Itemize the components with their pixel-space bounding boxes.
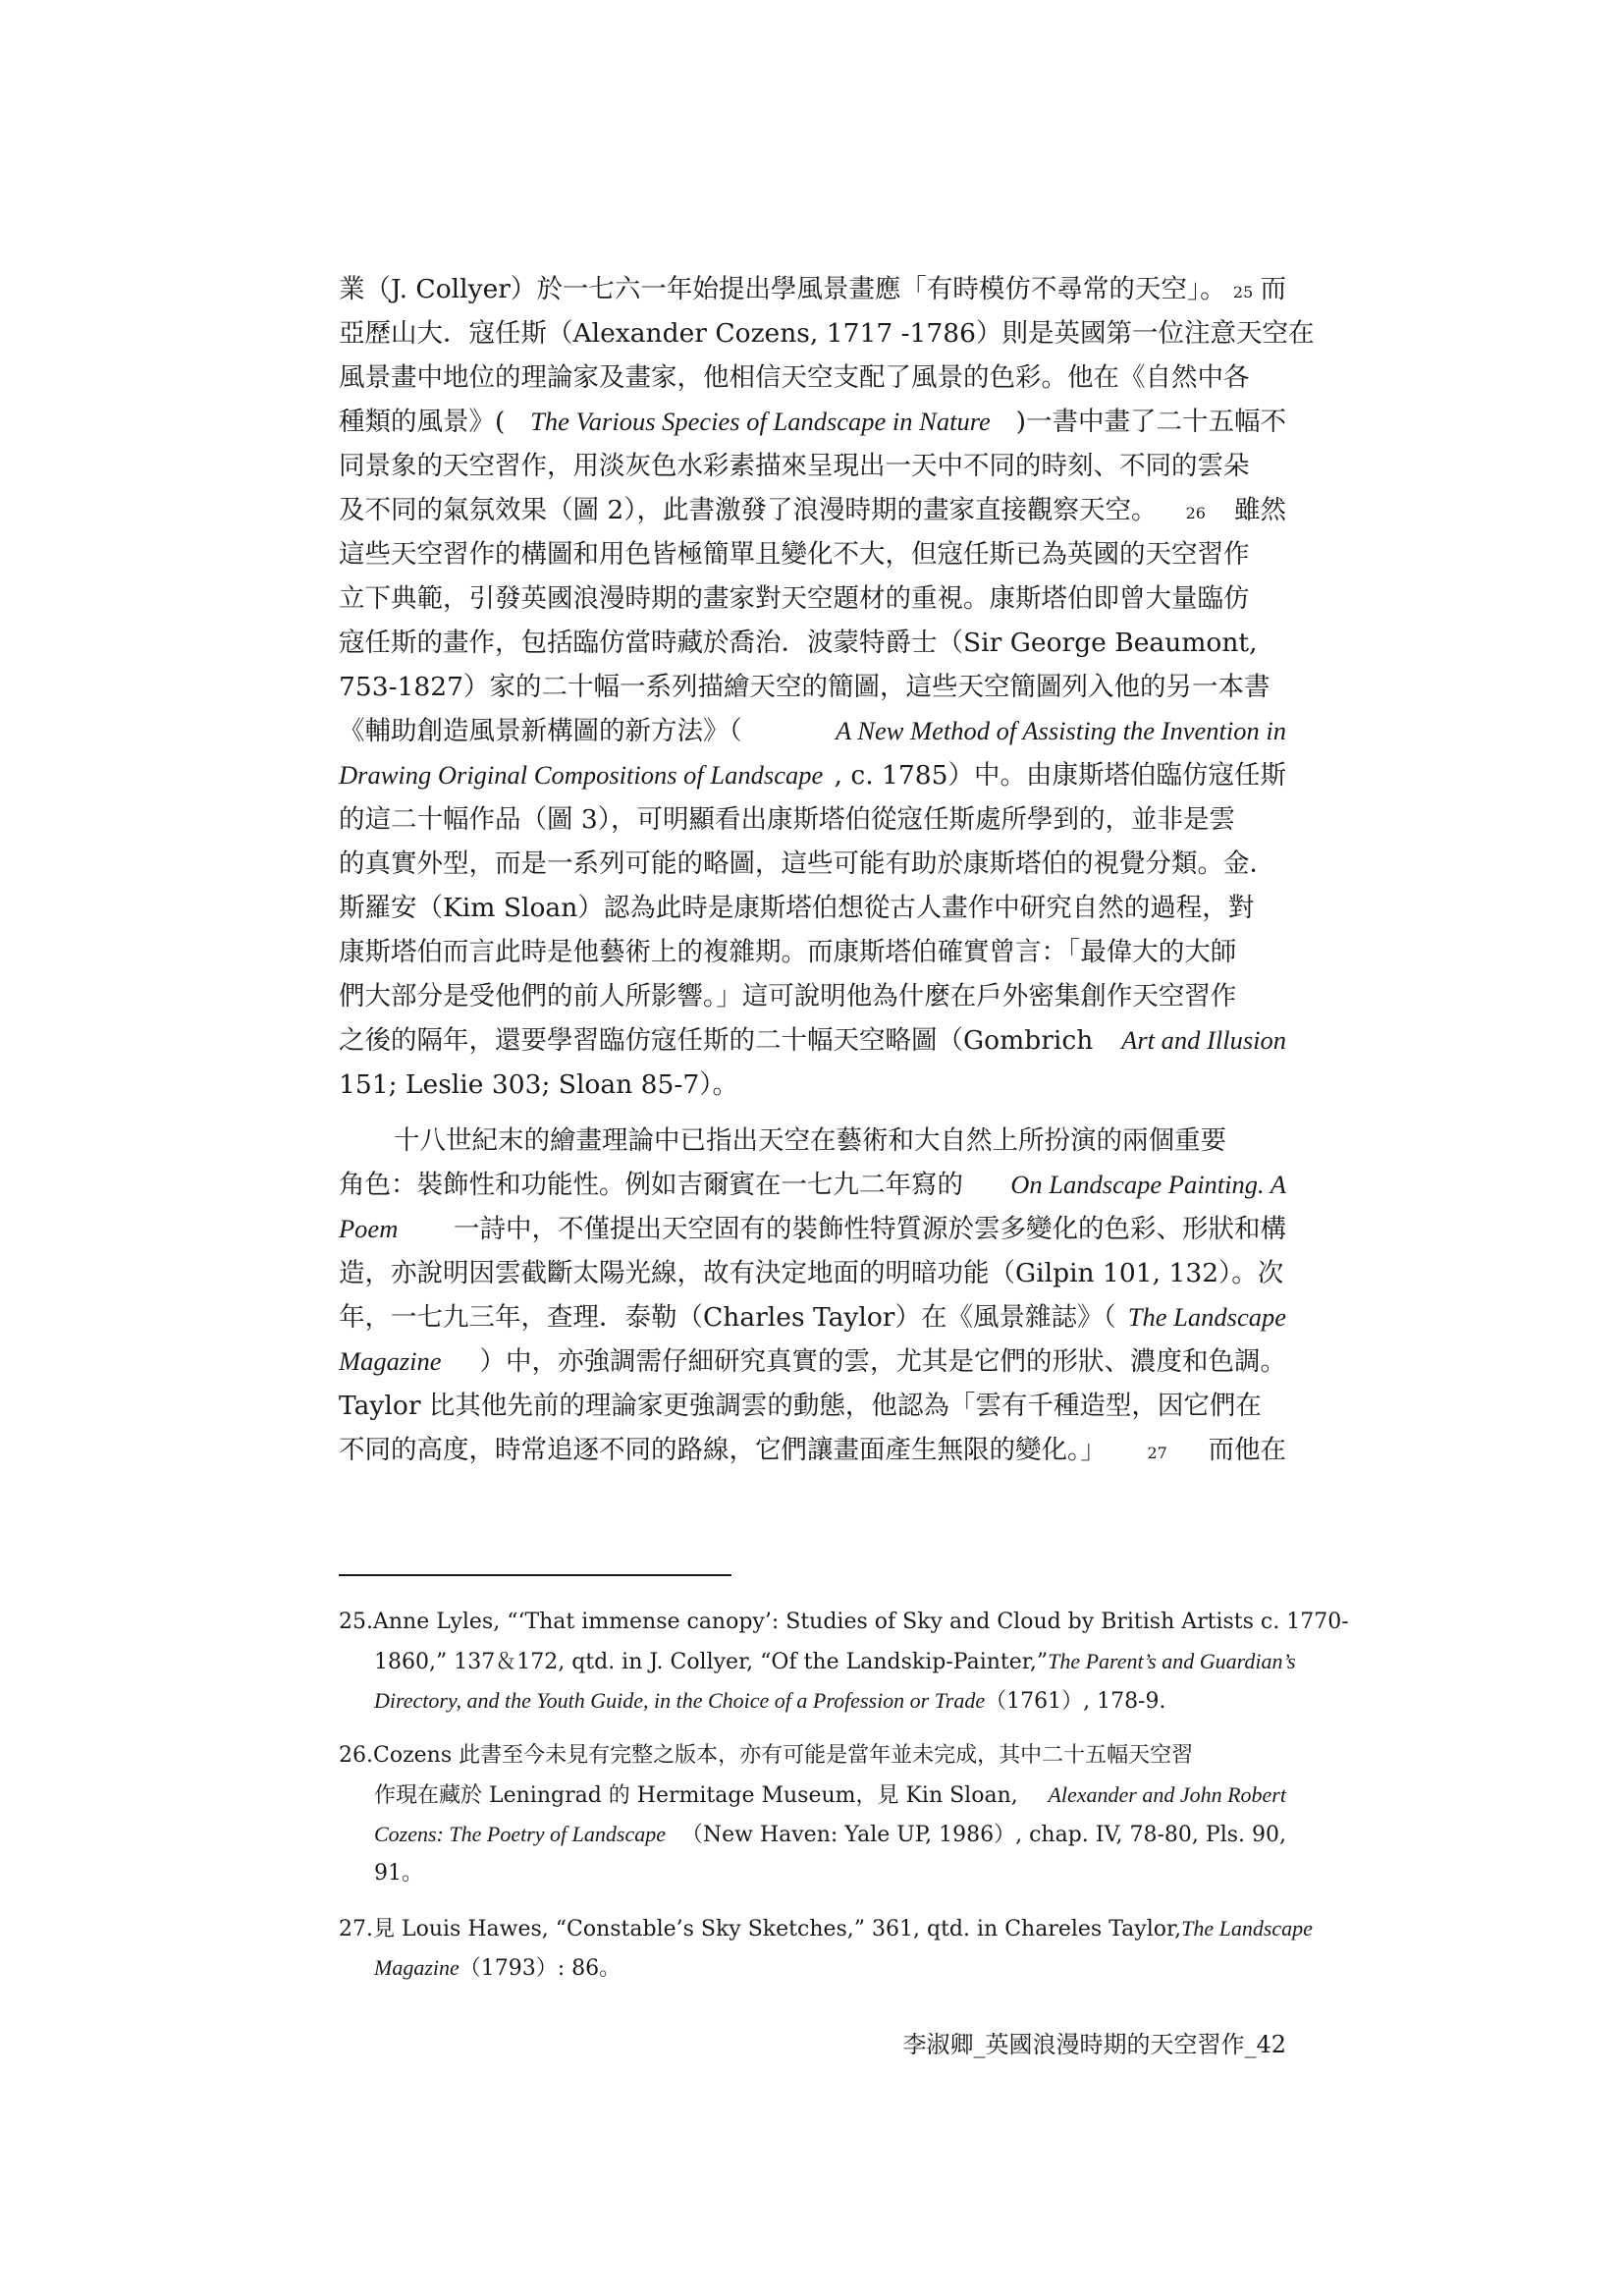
body-line	[339, 576, 1286, 621]
italic-title-segment: The Parent’s and Guardian’s	[1048, 1649, 1296, 1673]
body-line	[339, 1163, 1286, 1207]
text-segment: 作現在藏於 Leningrad 的 Hermitage Museum，見 Kin Sloan,	[374, 1783, 1018, 1808]
body-line	[339, 532, 1286, 576]
text-segment: 角色：裝飾性和功能性。例如吉爾賓在一七九二年寫的	[339, 1170, 963, 1200]
text-segment: 之後的隔年，還要學習臨仿寇任斯的二十幅天空略圖（Gombrich	[339, 1025, 1094, 1056]
footnote-line	[339, 1603, 1349, 1642]
body-line	[339, 930, 1286, 974]
footnote-26	[339, 1736, 1286, 1893]
text-segment: 及不同的氣氛效果（圖 2），此書激發了浪漫時期的畫家直接觀察天空。	[339, 495, 1158, 525]
text-segment: 不同的高度，時常追逐不同的路線，它們讓畫面產生無限的變化。」	[339, 1435, 1107, 1465]
footnote-line	[339, 1736, 1286, 1776]
text-segment: 亞歷山大．寇任斯（Alexander Cozens, 1717 -1786）則是英國第一位注意天空在	[339, 318, 1315, 349]
text-segment: 的真實外型，而是一系列可能的略圖，這些可能有助於康斯塔伯的視覺分類。金．	[339, 848, 1275, 879]
body-line	[339, 1295, 1286, 1339]
text-segment: 風景畫中地位的理論家及畫家，他相信天空支配了風景的色彩。他在《自然中各	[339, 362, 1250, 393]
body-line	[339, 1207, 1286, 1251]
body-line: 及不同的氣氛效果（圖 2），此書激發了浪漫時期的畫家直接觀察天空。 26 雖然	[339, 488, 1286, 532]
footnote-line	[339, 1909, 1313, 1948]
body-line	[339, 1018, 1286, 1063]
text-segment: )一書中畫了二十五幅不	[1015, 407, 1286, 437]
footnote-line	[339, 1948, 1286, 1988]
italic-title-segment: Directory, and the Youth Guide, in the Choice of a Profession or Trade	[374, 1688, 986, 1713]
body-line	[339, 842, 1286, 886]
text-segment: 同景象的天空習作，用淡灰色水彩素描來呈現出一天中不同的時刻、不同的雲朵	[339, 451, 1250, 481]
text-segment: 斯羅安（Kim Sloan）認為此時是康斯塔伯想從古人畫作中研究自然的過程，對	[339, 893, 1255, 923]
footnote-line	[339, 1815, 1286, 1854]
body-line	[339, 974, 1286, 1018]
text-segment: 而他在	[1208, 1435, 1286, 1465]
body-line	[339, 1339, 1286, 1384]
body-line: 業（J. Collyer）於一七六一年始提出學風景畫應「有時模仿不尋常的天空」。 25 而	[339, 267, 1286, 311]
main-body-text	[339, 267, 1315, 1472]
text-segment: 康斯塔伯而言此時是他藝術上的複雜期。而康斯塔伯確實曾言：「最偉大的大師	[339, 937, 1237, 967]
body-line	[339, 355, 1286, 400]
text-segment: 25.Anne Lyles, “‘That immense canopy’: Studies of Sky and Cloud by British Artists c. 1770-	[339, 1610, 1349, 1634]
text-segment: 753-1827）家的二十幅一系列描繪天空的簡圖，這些天空簡圖列入他的另一本書	[339, 672, 1271, 702]
footnotes	[339, 1603, 1349, 2003]
text-segment: 種類的風景》(	[339, 407, 506, 437]
footnote-25	[339, 1603, 1349, 1721]
text-segment: 們大部分是受他們的前人所影響。」這可說明他為什麼在戶外密集創作天空習作	[339, 981, 1237, 1011]
text-segment: 業（J. Collyer）於一七六一年始提出學風景畫應「有時模仿不尋常的天空」。	[339, 274, 1226, 304]
text-segment: 一詩中，不僅提出天空固有的裝飾性特質源於雲多變化的色彩、形狀和構	[454, 1214, 1286, 1244]
italic-title-segment: The Landscape	[1127, 1302, 1286, 1332]
italic-title-segment: Cozens: The Poetry of Landscape	[374, 1822, 666, 1846]
body-line	[339, 1384, 1286, 1428]
italic-title-segment: Art and Illusion	[1121, 1025, 1286, 1055]
italic-title-segment: Magazine	[374, 1955, 460, 1980]
body-line	[339, 886, 1286, 930]
body-line	[339, 311, 1315, 355]
italic-title-segment: Drawing Original Compositions of Landscape	[339, 760, 824, 790]
italic-title-segment: On Landscape Painting. A	[1010, 1170, 1286, 1199]
footnote-line	[339, 1776, 1286, 1815]
text-segment: 91。	[374, 1861, 423, 1886]
text-segment: 這些天空習作的構圖和用色皆極簡單且變化不大，但寇任斯已為英國的天空習作	[339, 539, 1250, 570]
text-segment: 27.見 Louis Hawes, “Constable’s Sky Sketches,” 361, qtd. in Chareles Taylor,	[339, 1917, 1182, 1941]
italic-title-segment: A New Method of Assisting the Invention in	[835, 716, 1286, 745]
text-segment: （1793）: 86。	[459, 1956, 622, 1981]
text-segment: 1860,” 137＆172, qtd. in J. Collyer, “Of the Landskip-Painter,”	[374, 1650, 1049, 1674]
body-line	[339, 753, 1286, 797]
text-segment: , c. 1785）中。由康斯塔伯臨仿寇任斯	[834, 760, 1286, 791]
text-segment: （1761）, 178-9.	[985, 1689, 1166, 1714]
italic-title-segment: Poem	[339, 1214, 399, 1243]
text-segment: 寇任斯的畫作，包括臨仿當時藏於喬治．波蒙特爵士（Sir George Beaumont,	[339, 628, 1258, 658]
footnote-line	[339, 1681, 1286, 1721]
body-line	[339, 797, 1286, 842]
body-line	[339, 1251, 1286, 1295]
text-segment: 雖然	[1234, 495, 1286, 525]
body-line	[339, 444, 1286, 488]
running-footer: 李淑卿_英國浪漫時期的天空習作_42	[902, 2031, 1286, 2058]
text-segment: 造，亦說明因雲截斷太陽光線，故有決定地面的明暗功能（Gilpin 101, 132）。次	[339, 1258, 1284, 1288]
footnote-line	[339, 1854, 1286, 1893]
italic-title-segment: Magazine	[339, 1346, 442, 1376]
italic-title-segment: The Landscape	[1181, 1916, 1313, 1941]
text-segment: 十八世紀末的繪畫理論中已指出天空在藝術和大自然上所扮演的兩個重要	[394, 1125, 1226, 1156]
body-line	[339, 1063, 1286, 1107]
text-segment: 的這二十幅作品（圖 3），可明顯看出康斯塔伯從寇任斯處所學到的，並非是雲	[339, 804, 1236, 835]
footnote-line	[339, 1642, 1296, 1681]
footnote-27	[339, 1909, 1313, 1988]
body-line	[339, 621, 1286, 665]
text-segment: Taylor 比其他先前的理論家更強調雲的動態，他認為「雲有千種造型，因它們在	[339, 1391, 1262, 1421]
body-line	[339, 1119, 1286, 1163]
italic-title-segment: The Various Species of Landscape in Nature	[530, 407, 991, 436]
body-line: 不同的高度，時常追逐不同的路線，它們讓畫面產生無限的變化。」 27 而他在	[339, 1428, 1286, 1472]
text-segment: 年，一七九三年，查理．泰勒（Charles Taylor）在《風景雜誌》（	[339, 1302, 1116, 1333]
italic-title-segment: Alexander and John Robert	[1048, 1782, 1286, 1807]
text-segment: （New Haven: Yale UP, 1986）, chap. IV, 78-80, Pls. 90,	[680, 1823, 1286, 1847]
text-segment: 26.Cozens 此書至今未見有完整之版本，亦有可能是當年並未完成，其中二十五幅天空習	[339, 1743, 1194, 1768]
body-line	[339, 400, 1286, 444]
text-segment: 151; Leslie 303; Sloan 85-7）。	[339, 1069, 738, 1100]
text-segment: 《輔助創造風景新構圖的新方法》（	[339, 716, 742, 746]
text-segment: 立下典範，引發英國浪漫時期的畫家對天空題材的重視。康斯塔伯即曾大量臨仿	[339, 583, 1250, 614]
text-segment: ）中，亦強調需仔細研究真實的雲，尤其是它們的形狀、濃度和色調。	[479, 1346, 1286, 1377]
text-segment: 而	[1260, 274, 1286, 304]
footnote-separator-rule	[339, 1574, 731, 1576]
body-line	[339, 709, 1286, 753]
body-line	[339, 665, 1286, 709]
